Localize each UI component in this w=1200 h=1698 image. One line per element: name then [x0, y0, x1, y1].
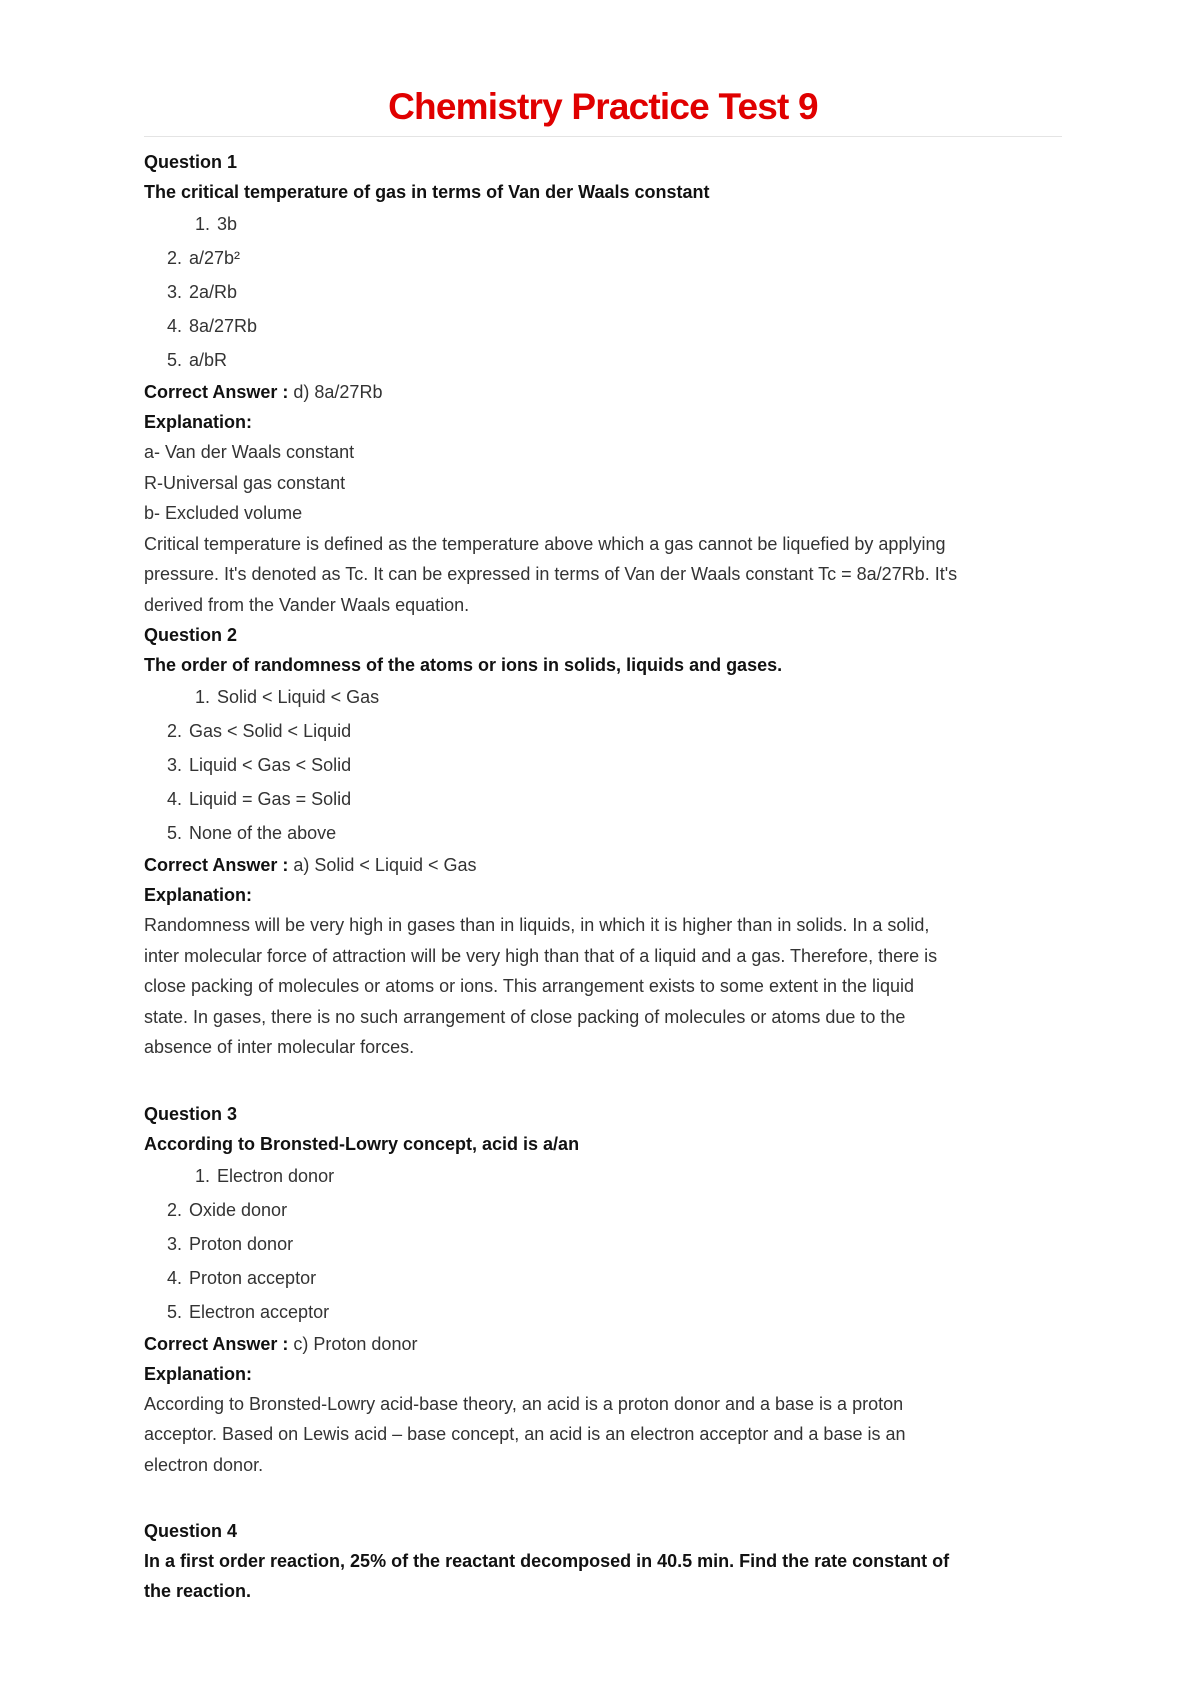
option-text: a/bR [189, 350, 228, 370]
option-number: 5. [166, 823, 182, 843]
option-item [144, 680, 1062, 714]
option-item [144, 782, 1062, 816]
explanation-line: R-Universal gas constant [144, 472, 346, 493]
question-heading: Question 4 [144, 1521, 238, 1541]
option-item [144, 343, 1062, 377]
explanation-line: Critical temperature is defined as the temperature above which a gas cannot be liquefied by applying [144, 533, 946, 554]
question-text: In a first order reaction, 25% of the reactant decomposed in 40.5 min. Find the rate constant of [144, 1551, 950, 1571]
options-list [144, 680, 1062, 850]
option-item [144, 1227, 1062, 1261]
correct-answer-value: d) 8a/27Rb [293, 382, 383, 402]
option-text: Liquid < Gas < Solid [189, 755, 352, 775]
option-item [144, 1295, 1062, 1329]
option-number: 1. [194, 1165, 210, 1186]
options-list [144, 1159, 1062, 1329]
option-number: 3. [166, 755, 182, 775]
correct-answer [144, 377, 1062, 407]
correct-answer [144, 850, 1062, 880]
correct-answer-label: Correct Answer : [144, 855, 289, 875]
option-text: a/27b² [189, 248, 241, 268]
option-item [144, 714, 1062, 748]
option-number: 2. [166, 1199, 182, 1220]
question-text: the reaction. [144, 1581, 252, 1601]
option-text: Electron acceptor [189, 1301, 330, 1322]
explanation-label: Explanation: [144, 885, 253, 905]
question-text: The order of randomness of the atoms or ions in solids, liquids and gases. [144, 655, 783, 675]
question-heading: Question 1 [144, 152, 238, 172]
option-item [144, 275, 1062, 309]
document-page [144, 82, 1062, 1606]
option-text: Electron donor [217, 1165, 335, 1186]
options-list [144, 207, 1062, 377]
option-item [144, 1193, 1062, 1227]
option-number: 1. [194, 214, 210, 234]
explanation-line: absence of inter molecular forces. [144, 1037, 415, 1057]
option-number: 4. [166, 316, 182, 336]
option-item [144, 309, 1062, 343]
explanation-line: acceptor. Based on Lewis acid – base concept, an acid is an electron acceptor and a base is an [144, 1424, 906, 1444]
option-number: 4. [166, 1267, 182, 1288]
option-text: Gas < Solid < Liquid [189, 721, 352, 741]
spacer [144, 1063, 1062, 1099]
explanation-line: derived from the Vander Waals equation. [144, 594, 470, 615]
option-item [144, 748, 1062, 782]
correct-answer-label: Correct Answer : [144, 1333, 289, 1354]
option-item [144, 1159, 1062, 1193]
option-number: 5. [166, 350, 182, 370]
option-text: 8a/27Rb [189, 316, 258, 336]
question-text: The critical temperature of gas in terms of Van der Waals constant [144, 182, 710, 202]
option-number: 1. [194, 687, 210, 707]
explanation-line: According to Bronsted-Lowry acid-base theory, an acid is a proton donor and a base is a proton [144, 1393, 904, 1414]
option-text: 2a/Rb [189, 282, 238, 302]
option-item [144, 816, 1062, 850]
option-text: Oxide donor [189, 1199, 288, 1220]
option-text: Proton acceptor [189, 1267, 317, 1288]
option-text: Liquid = Gas = Solid [189, 789, 352, 809]
correct-answer-label: Correct Answer : [144, 382, 289, 402]
explanation-line: pressure. It's denoted as Tc. It can be expressed in terms of Van der Waals constant Tc = 8a/27Rb. It's [144, 564, 958, 584]
option-number: 2. [166, 721, 182, 741]
question-4 [144, 1516, 1062, 1606]
option-number: 2. [166, 248, 182, 268]
explanation-line: Randomness will be very high in gases than in liquids, in which it is higher than in solids. In a solid, [144, 915, 930, 935]
correct-answer-value: c) Proton donor [293, 1333, 418, 1354]
explanation-line: inter molecular force of attraction will be very high than that of a liquid and a gas. Therefore, there is [144, 945, 938, 966]
spacer [144, 1480, 1062, 1516]
option-number: 4. [166, 789, 182, 809]
option-number: 3. [166, 282, 182, 302]
explanation-line: electron donor. [144, 1454, 264, 1475]
option-number: 3. [166, 1233, 182, 1254]
page-title: Chemistry Practice Test 9 [388, 86, 818, 127]
option-text: None of the above [189, 823, 337, 843]
explanation-line: close packing of molecules or atoms or ions. This arrangement exists to some extent in the liquid [144, 976, 915, 996]
explanation-label: Explanation: [144, 412, 253, 432]
explanation-label: Explanation: [144, 1363, 253, 1384]
option-text: Proton donor [189, 1233, 294, 1254]
correct-answer-value: a) Solid < Liquid < Gas [293, 855, 477, 875]
correct-answer [144, 1329, 1062, 1359]
question-3 [144, 1099, 1062, 1481]
option-text: Solid < Liquid < Gas [217, 687, 380, 707]
option-item [144, 241, 1062, 275]
question-heading: Question 3 [144, 1103, 238, 1124]
question-2 [144, 620, 1062, 1063]
explanation-line: state. In gases, there is no such arrangement of close packing of molecules or atoms due to the [144, 1006, 906, 1027]
explanation-line: a- Van der Waals constant [144, 442, 355, 462]
question-text: According to Bronsted-Lowry concept, acid is a/an [144, 1133, 580, 1154]
option-item [144, 207, 1062, 241]
question-1 [144, 147, 1062, 620]
option-item [144, 1261, 1062, 1295]
explanation-line: b- Excluded volume [144, 503, 303, 523]
option-number: 5. [166, 1301, 182, 1322]
option-text: 3b [217, 214, 238, 234]
question-heading: Question 2 [144, 625, 238, 645]
title-divider [144, 136, 1062, 137]
